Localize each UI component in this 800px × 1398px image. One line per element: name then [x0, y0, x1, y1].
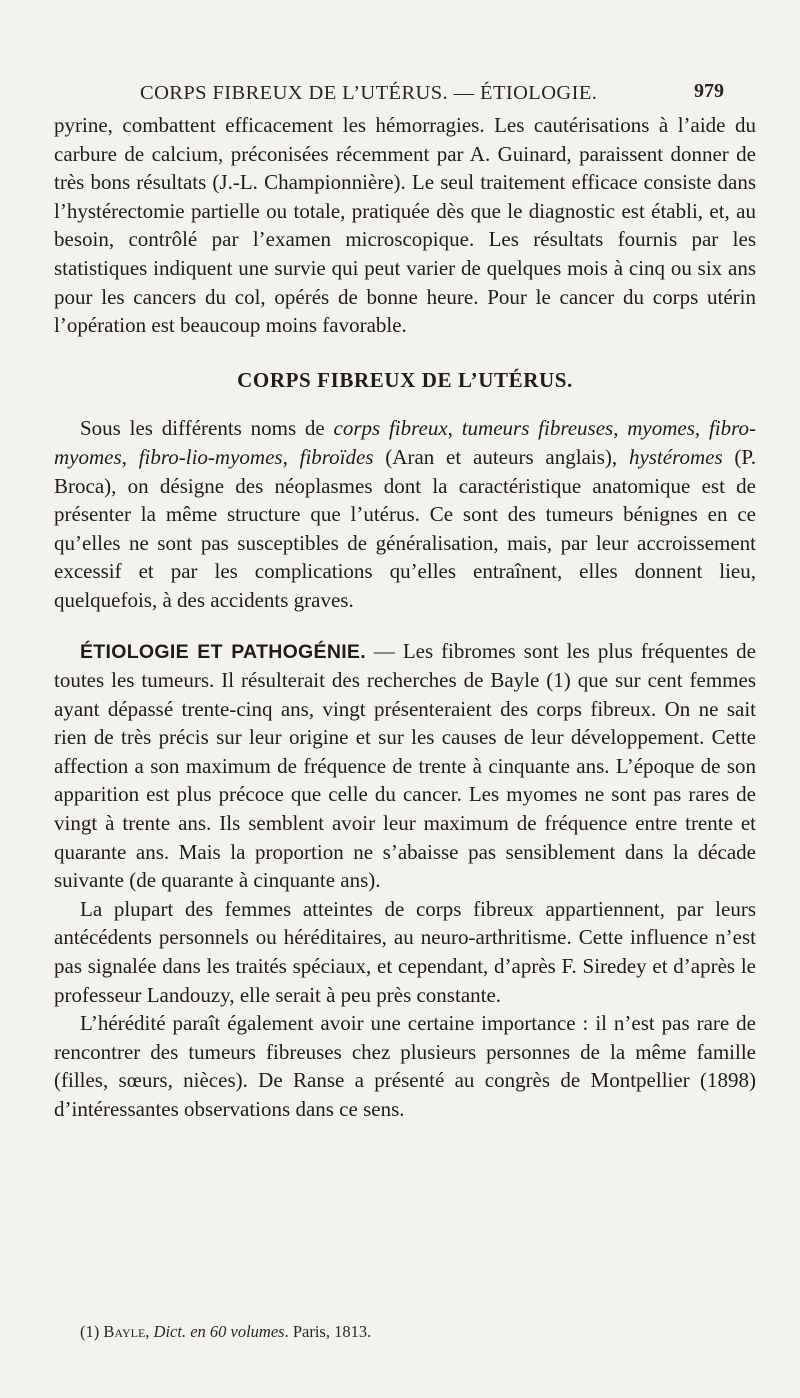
paragraph-definition [54, 414, 756, 614]
running-title: CORPS FIBREUX DE L’UTÉRUS. — ÉTIOLOGIE. [140, 82, 598, 104]
footnote-title: Dict. en 60 volumes [153, 1322, 285, 1341]
term-italic: hystéromes [628, 444, 723, 469]
text-run: , [613, 416, 628, 441]
text-run: . Paris, 1813. [284, 1322, 372, 1341]
text-run: , [121, 444, 139, 469]
page-number: 979 [694, 80, 724, 102]
body-text [54, 111, 756, 1124]
footnote-marker: (1) [80, 1322, 104, 1341]
text-run: , [282, 444, 300, 469]
subsection-heading: ÉTIOLOGIE ET PATHOGÉNIE. [80, 640, 366, 663]
term-italic: corps fibreux [333, 416, 448, 441]
paragraph-etiology [54, 637, 756, 895]
text-run: (P. Broca), on désigne des néoplasmes dont la caractéristique anatomique est de présenter la même structure que l’utérus. Ce sont des tumeurs bénignes en ce qu’elles ne sont pas susceptibles de généralisation, mais, par leur accroissement excessif et par les complications qu’elles entraînent, elles donnent lieu, quelquefois, à des accidents graves. [54, 444, 757, 612]
text-run: Sous les différents noms de [80, 416, 334, 441]
text-run: , [447, 416, 462, 441]
text-run: — Les fibromes sont les plus fréquentes de toutes les tumeurs. Il résulterait des recherches de Bayle (1) que sur cent femmes ayant dépassé trente-cinq ans, vingt présenteraient des corps fibreux. On ne sait rien de très précis sur leur origine et sur les causes de leur développement. Cette affection a son maximum de fréquence de trente à cinquante ans. L’époque de son apparition est plus précoce que celle du cancer. Les myomes ne sont pas rares de vingt à trente ans. Ils semblent avoir leur maximum de fréquence entre trente et quarante ans. Mais la proportion ne s’abaisse pas sensiblement dans la décade suivante (de quarante à cinquante ans). [54, 638, 756, 893]
footnote-author: Bayle [103, 1322, 146, 1341]
term-italic: fibro-myomes [54, 416, 757, 469]
text-run: (Aran et auteurs anglais), [373, 444, 629, 469]
term-italic: fibro-lio-myomes [138, 444, 283, 469]
text-run: , [145, 1322, 154, 1341]
paragraph-continuation: pyrine, combattent efficacement les hémorragies. Les cautérisations à l’aide du carbure de calcium, préconisées récemment par A. Guinard, paraissent donner de très bons résultats (J.-L. Championnière). Le seul traitement efficace consiste dans l’hystérectomie partielle ou totale, pratiquée dès que le diagnostic est établi, et, au besoin, contrôlé par l’examen microscopique. Les résultats fournis par les statistiques indiquent une survie qui peut varier de quelques mois à cinq ou six ans pour les cancers du col, opérés de bonne heure. Pour le cancer du corps utérin l’opération est beaucoup moins favorable. [54, 113, 756, 338]
paragraph-neuro-arthritism: La plupart des femmes atteintes de corps fibreux appartiennent, par leurs antécédents personnels ou héréditaires, au neuro-arthritisme. Cette influence n’est pas signalée dans les traités spéciaux, et cependant, d’après F. Siredey et d’après le professeur Landouzy, elle serait à peu près constante. [54, 896, 756, 1007]
footnote [80, 1322, 371, 1342]
term-italic: myomes [627, 416, 695, 441]
term-italic: tumeurs fibreuses [461, 416, 614, 441]
term-italic: fibroïdes [299, 444, 374, 469]
section-title: CORPS FIBREUX DE L’UTÉRUS. [237, 367, 573, 392]
paragraph-heredity: L’hérédité paraît également avoir une certaine importance : il n’est pas rare de rencontrer des tumeurs fibreuses chez plusieurs personnes de la même famille (filles, sœurs, nièces). De Ranse a présenté au congrès de Montpellier (1898) d’intéressantes observations dans ce sens. [54, 1011, 756, 1121]
text-run: , [694, 416, 709, 441]
